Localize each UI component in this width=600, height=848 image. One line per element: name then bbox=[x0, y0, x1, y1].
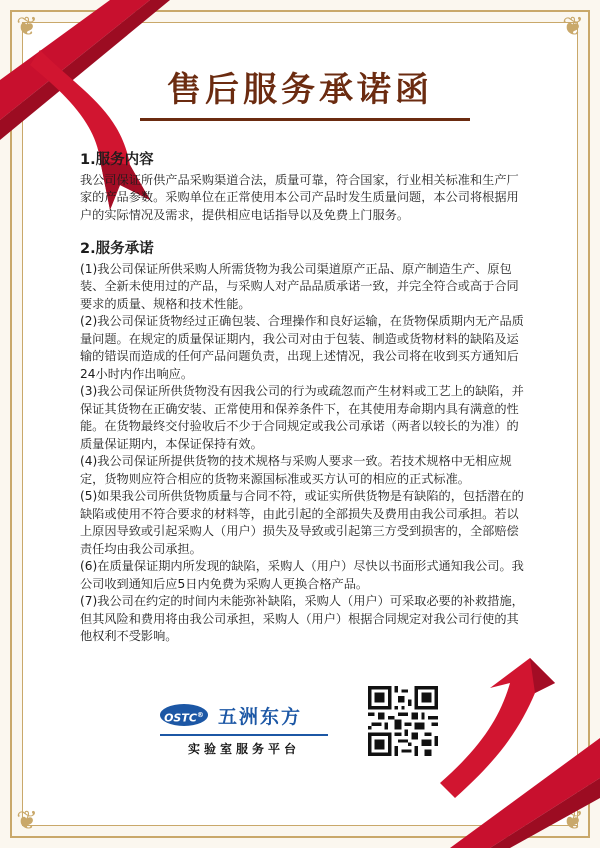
title-underline bbox=[140, 118, 470, 121]
commitment-item-6: (6)在质量保证期内所发现的缺陷，采购人（用户）尽快以书面形式通知我公司。我公司收到通知后应5日内免费为采购人更换合格产品。 bbox=[80, 559, 524, 591]
ostc-badge: OSTC® bbox=[160, 704, 208, 726]
commitment-item-2: (2)我公司保证货物经过正确包装、合理操作和良好运输，在货物保质期内无产品质量问题。在规定的质量保证期内，我公司对由于包装、制造或货物材料的缺陷及运输的错误而造成的任何产品问题负责，出现上述情况，我公司将在收到买方通知后24小时内作出响应。 bbox=[80, 314, 524, 381]
footer bbox=[160, 686, 600, 766]
logo-divider bbox=[160, 734, 328, 736]
commitment-item-1: (1)我公司保证所供采购人所需货物为我公司渠道原产正品、原产制造生产、原包装、全新未使用过的产品，与采购人对产品品质承诺一致，并完全符合或高于合同要求的质量、规格和技术性能。 bbox=[80, 261, 519, 311]
commitment-item-7: (7)我公司在约定的时间内未能弥补缺陷，采购人（用户）可采取必要的补救措施，但其风险和费用将由我公司承担，采购人（用户）根据合同规定对我公司行使的其他权利不受影响。 bbox=[80, 594, 524, 643]
letter-body bbox=[80, 152, 530, 646]
ornament-icon: ❦ bbox=[562, 806, 584, 836]
commitment-item-3: (3)我公司保证所供货物没有因我公司的行为或疏忽而产生材料或工艺上的缺陷，并保证其货物在正确安装、正常使用和保养条件下，在其使用寿命期内具有满意的性能。在货物最终交付验收后不少于合同规定或我公司承诺（两者以较长的为准）的质量保证期内，本保证保持有效。 bbox=[80, 384, 524, 451]
ornament-icon: ❦ bbox=[562, 12, 584, 42]
commitment-item-4: (4)我公司保证所提供货物的技术规格与采购人要求一致。若技术规格中无相应规定，货物则应符合相应的货物来源国标准或买方认可的相应的正式标准。 bbox=[80, 454, 512, 486]
page-title: 售后服务承诺函 bbox=[167, 70, 433, 110]
section-heading: 1.服务内容 bbox=[80, 152, 154, 168]
commitment-item-5: (5)如果我公司所供货物质量与合同不符，或证实所供货物是有缺陷的，包括潜在的缺陷或使用不符合要求的材料等，由此引起的全部损失及费用由我公司承担。若以上原因导致或引起采购人（用户）损失及导致或引起第三方受到损害的，全部赔偿责任均由我公司承担。 bbox=[80, 489, 524, 556]
section-heading: 2.服务承诺 bbox=[80, 241, 154, 257]
qr-code-icon bbox=[368, 686, 438, 756]
ornament-icon: ❦ bbox=[16, 12, 38, 42]
ornament-icon: ❦ bbox=[16, 806, 38, 836]
logo-name: 五洲东方 bbox=[218, 706, 303, 728]
service-content-paragraph: 我公司保证所供产品采购渠道合法，质量可靠，符合国家，行业相关标准和生产厂家的产品参数。采购单位在正常使用本公司产品时发生质量问题，本公司将根据用户的实际情况及需求，提供相应电话指导以及免费上门服务。 bbox=[80, 172, 519, 222]
logo-subtitle: 实验室服务平台 bbox=[187, 742, 300, 756]
